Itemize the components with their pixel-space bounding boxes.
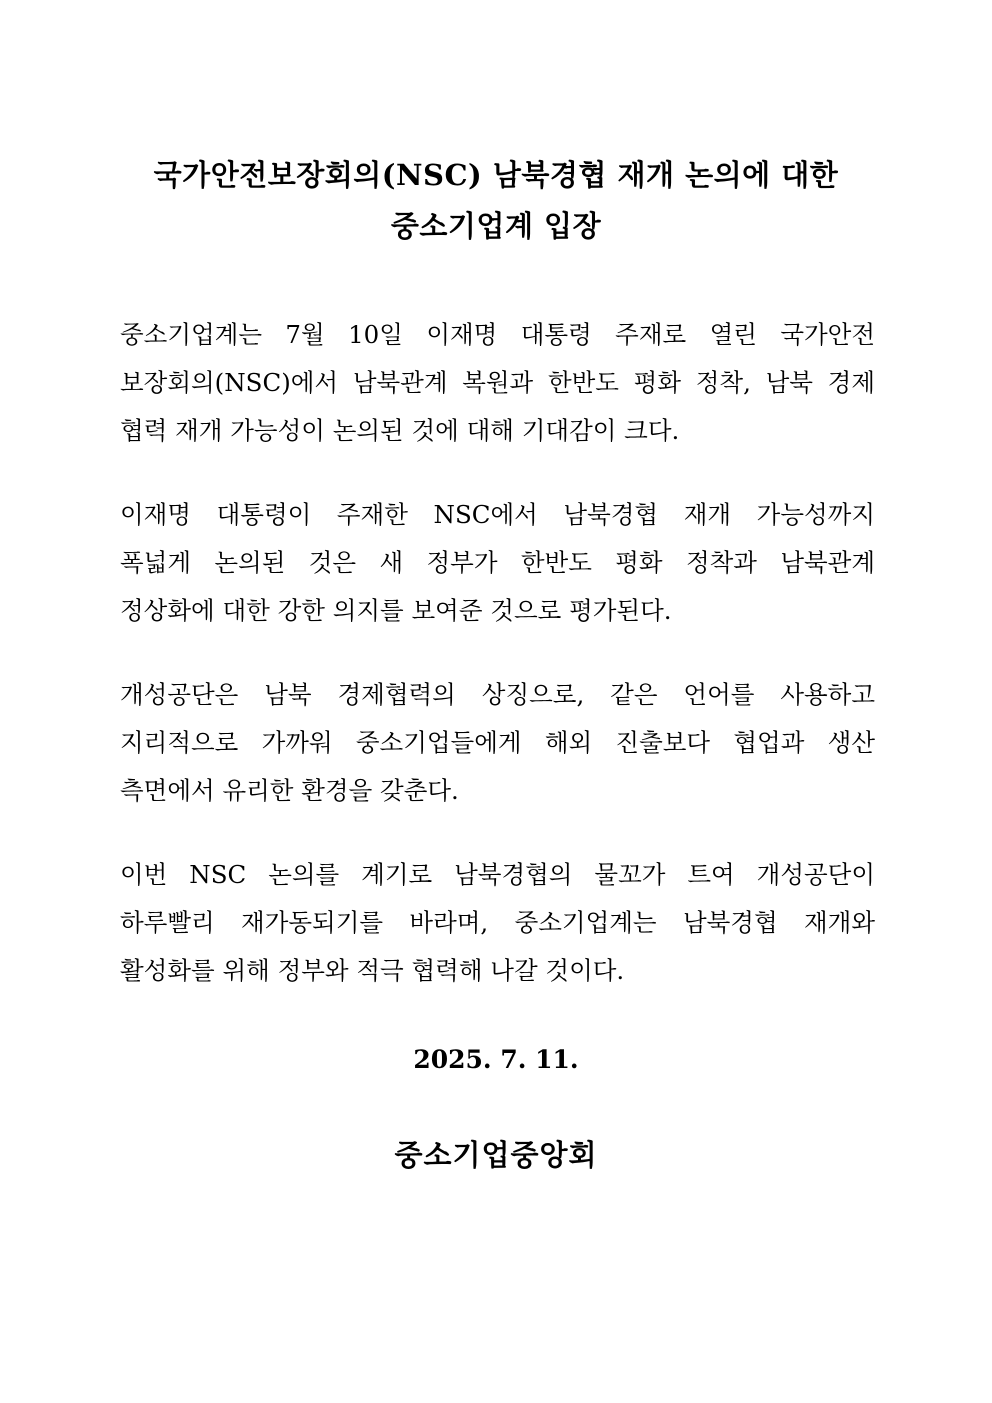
- paragraph-line: 측면에서 유리한 환경을 갖춘다.: [120, 776, 459, 805]
- document-title-line-1: 국가안전보장회의(NSC) 남북경협 재개 논의에 대한: [153, 158, 839, 192]
- paragraph-3: [120, 675, 875, 819]
- paragraph-1: [120, 315, 875, 459]
- paragraph-line: 협력 재개 가능성이 논의된 것에 대해 기대감이 크다.: [120, 416, 680, 445]
- paragraph-line: 개성공단은 남북 경제협력의 상징으로, 같은 언어를 사용하고: [120, 680, 875, 709]
- paragraph-line: 이재명 대통령이 주재한 NSC에서 남북경협 재개 가능성까지: [120, 500, 875, 529]
- paragraph-line: 중소기업계는 7월 10일 이재명 대통령 주재로 열린 국가안전: [120, 320, 875, 349]
- paragraph-line: 지리적으로 가까워 중소기업들에게 해외 진출보다 협업과 생산: [120, 728, 875, 757]
- paragraph-line: 폭넓게 논의된 것은 새 정부가 한반도 평화 정착과 남북관계: [120, 548, 875, 577]
- paragraph-line: 하루빨리 재가동되기를 바라며, 중소기업계는 남북경협 재개와: [120, 908, 875, 937]
- paragraph-line: 이번 NSC 논의를 계기로 남북경협의 물꼬가 트여 개성공단이: [120, 860, 875, 889]
- paragraph-line: 보장회의(NSC)에서 남북관계 복원과 한반도 평화 정착, 남북 경제: [120, 368, 875, 397]
- document-date: 2025. 7. 11.: [413, 1045, 579, 1074]
- issuing-organization: 중소기업중앙회: [394, 1138, 598, 1172]
- paragraph-2: [120, 495, 875, 639]
- paragraph-line: 활성화를 위해 정부와 적극 협력해 나갈 것이다.: [120, 956, 625, 985]
- document-title-line-2: 중소기업계 입장: [390, 209, 602, 243]
- paragraph-line: 정상화에 대한 강한 의지를 보여준 것으로 평가된다.: [120, 596, 672, 625]
- paragraph-4: [120, 855, 875, 999]
